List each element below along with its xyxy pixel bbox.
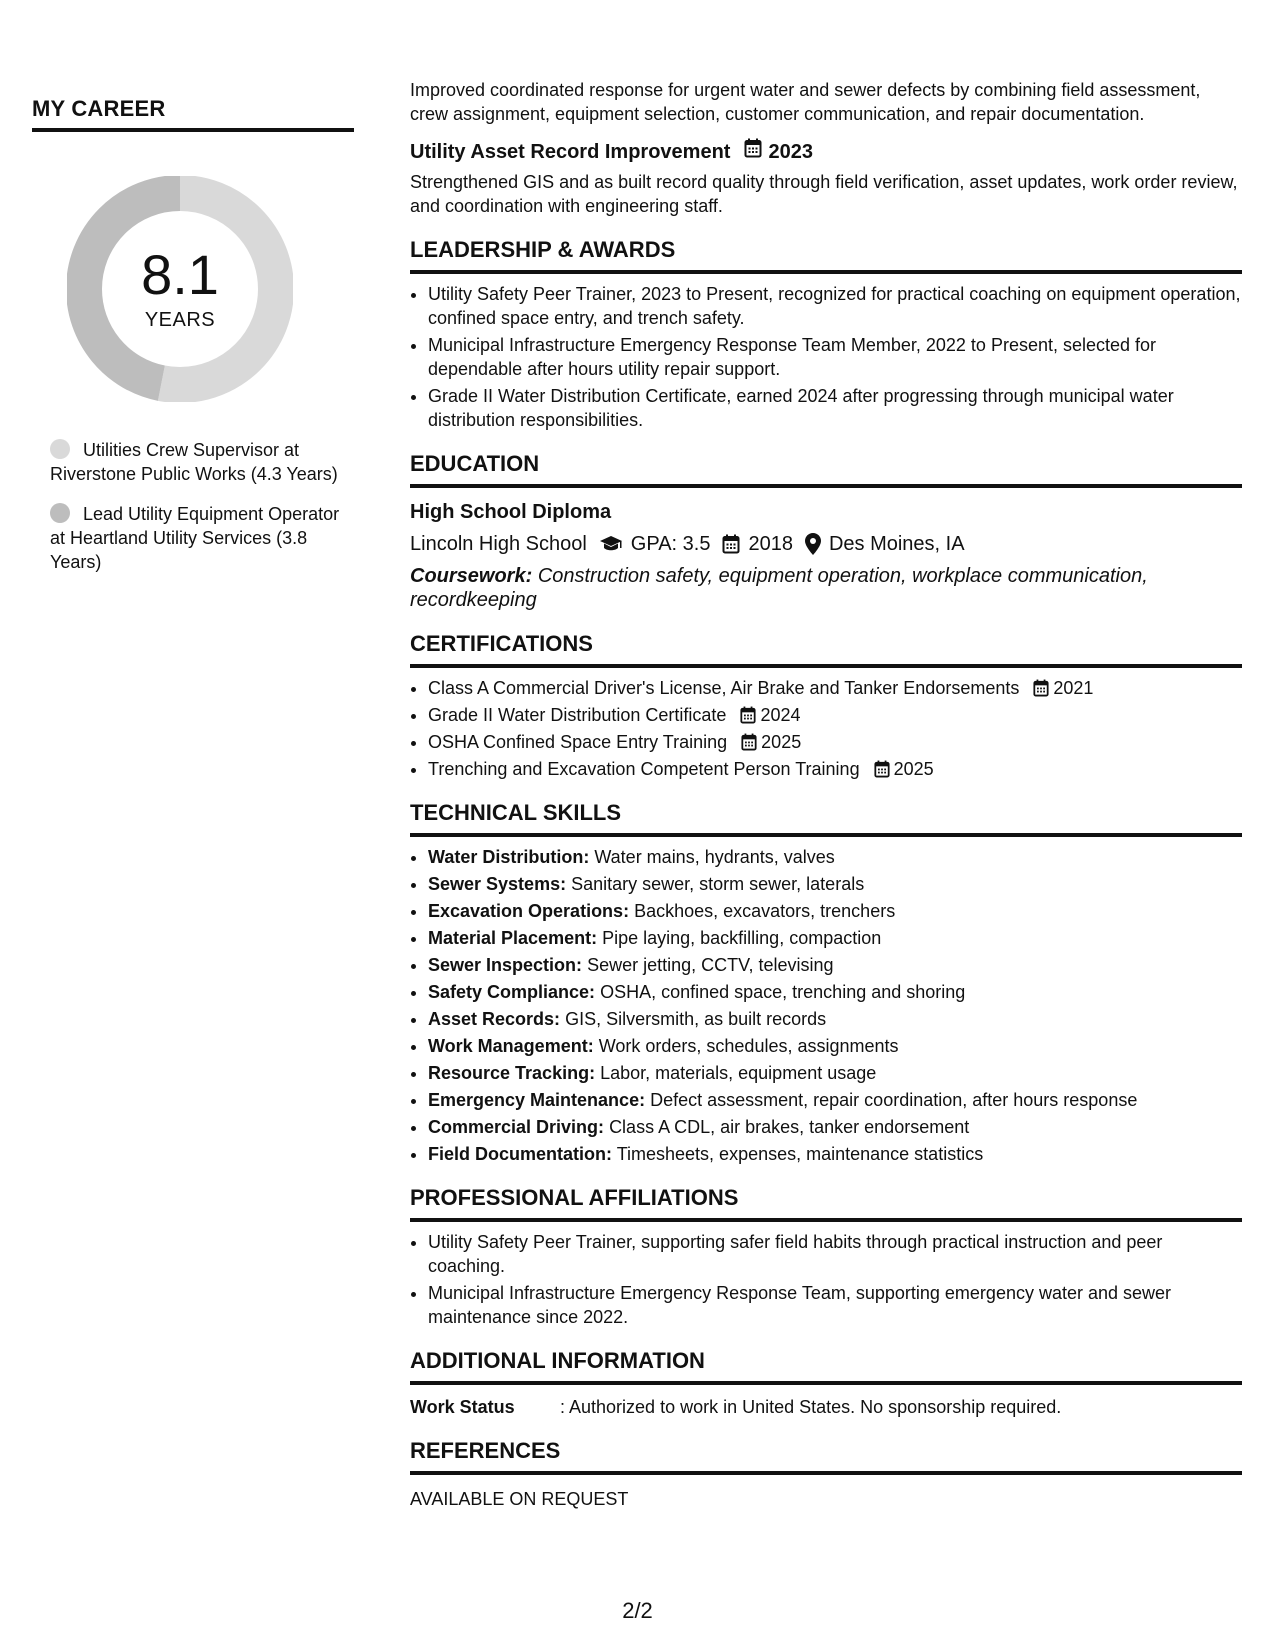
certification-year: 2025 [893,759,934,779]
calendar-icon [741,733,757,751]
project-description: Strengthened GIS and as built record quality through field verification, asset updates, work order review, and coordination with engineering staff. [410,172,1238,216]
references-title: REFERENCES [410,1437,1242,1475]
work-status-key: Work Status [410,1397,515,1417]
affiliations-title: PROFESSIONAL AFFILIATIONS [410,1184,1242,1222]
education-coursework [410,564,1242,612]
skill-item [428,1007,1242,1031]
education-school: Lincoln High School [410,533,587,555]
skill-value: Timesheets, expenses, maintenance statistics [616,1144,984,1164]
affiliations-list [410,1230,1242,1329]
education-details [410,530,1242,558]
certifications-list [410,676,1242,781]
leadership-item: • Utility Safety Peer Trainer, 2023 to Present, recognized for practical coaching on equipment operation, confined space entry, and trench safety. [428,282,1242,330]
skills-list [410,845,1242,1166]
education-degree: High School Diploma [410,501,612,523]
skill-value: Work orders, schedules, assignments [598,1036,899,1056]
skill-value: OSHA, confined space, trenching and shoring [600,982,966,1002]
calendar-icon [722,534,740,554]
skill-value: Pipe laying, backfilling, compaction [602,928,882,948]
leadership-list [410,282,1242,432]
legend-dot-icon [50,439,70,459]
affiliation-item: • Utility Safety Peer Trainer, supporting safer field habits through practical instruction and peer coaching. [428,1230,1242,1278]
education-location: Des Moines, IA [828,533,965,555]
skill-item [428,953,1242,977]
project-heading [410,138,1242,166]
skill-item [428,1034,1242,1058]
certification-item [428,757,1242,781]
main-content [410,78,1242,1511]
affiliation-item: • Municipal Infrastructure Emergency Response Team, supporting emergency water and sewer maintenance since 2022. [428,1281,1242,1329]
legend-item [50,438,340,486]
skill-label: Sewer Systems: [428,874,567,894]
legend-dot-icon [50,503,70,523]
skill-label: Resource Tracking: [428,1063,596,1083]
leadership-item: • Municipal Infrastructure Emergency Response Team Member, 2022 to Present, selected for dependable after hours utility repair support. [428,333,1242,381]
coursework-label: Coursework: [410,565,533,587]
skill-value: GIS, Silversmith, as built records [565,1009,827,1029]
education-title: EDUCATION [410,450,1242,488]
legend-item [50,502,340,574]
skill-value: Backhoes, excavators, trenchers [634,901,896,921]
calendar-icon [874,760,890,778]
certification-name: • Trenching and Excavation Competent Person Training [428,759,860,779]
skill-label: Field Documentation: [428,1144,612,1164]
education-gpa: GPA: 3.5 [630,533,711,555]
skill-item [428,1142,1242,1166]
skill-label: Emergency Maintenance: [428,1090,646,1110]
skills-title: TECHNICAL SKILLS [410,799,1242,837]
skill-value: Water mains, hydrants, valves [594,847,835,867]
legend-label: Utilities Crew Supervisor at Riverstone Public Works (4.3 Years) [50,440,338,484]
skill-label: Work Management: [428,1036,594,1056]
skill-value: Labor, materials, equipment usage [600,1063,877,1083]
leadership-title: LEADERSHIP & AWARDS [410,236,1242,274]
skill-value: Sewer jetting, CCTV, televising [587,955,834,975]
calendar-icon [1033,679,1049,697]
experience-summary: Improved coordinated response for urgent water and sewer defects by combining field assessment, crew assignment, equipment selection, customer communication, and repair documentation. [410,80,1201,124]
skill-item [428,1088,1242,1112]
leadership-item: • Grade II Water Distribution Certificate, earned 2024 after progressing through municipal water distribution responsibilities. [428,384,1242,432]
skill-item [428,1061,1242,1085]
certification-item [428,676,1242,700]
project-year: 2023 [768,141,813,163]
skill-label: Sewer Inspection: [428,955,583,975]
certification-item [428,730,1242,754]
calendar-icon [740,706,756,724]
skill-label: Safety Compliance: [428,982,596,1002]
skill-label: Material Placement: [428,928,598,948]
certification-year: 2021 [1053,678,1094,698]
skill-item [428,872,1242,896]
certification-year: 2024 [760,705,801,725]
education-year: 2018 [748,533,793,555]
skill-label: Asset Records: [428,1009,561,1029]
skill-label: Excavation Operations: [428,901,630,921]
skill-item [428,980,1242,1004]
coursework-text: Construction safety, equipment operation, workplace communication, recordkeeping [410,565,1148,611]
total-years-value: 8.1 [141,242,219,306]
additional-info-title: ADDITIONAL INFORMATION [410,1347,1242,1385]
map-pin-icon [805,533,821,555]
work-status-value: : Authorized to work in United States. No sponsorship required. [560,1397,1062,1417]
total-years-unit: YEARS [144,308,216,331]
certification-name: • Class A Commercial Driver's License, Air Brake and Tanker Endorsements [428,678,1020,698]
career-title: MY CAREER [32,96,354,132]
skill-item [428,1115,1242,1139]
calendar-icon [744,138,762,166]
graduation-cap-icon [599,535,623,553]
skill-item [428,926,1242,950]
skill-value: Class A CDL, air brakes, tanker endorsement [609,1117,970,1137]
skill-item [428,899,1242,923]
certification-year: 2025 [761,732,802,752]
project-title: Utility Asset Record Improvement [410,141,731,163]
certifications-title: CERTIFICATIONS [410,630,1242,668]
legend-label: Lead Utility Equipment Operator at Heartland Utility Services (3.8 Years) [50,504,340,572]
skill-label: Water Distribution: [428,847,590,867]
work-status-row [410,1395,1242,1419]
skill-label: Commercial Driving: [428,1117,605,1137]
donut-center [67,176,293,402]
skill-value: Sanitary sewer, storm sewer, laterals [571,874,865,894]
career-sidebar [32,96,354,590]
references-text: AVAILABLE ON REQUEST [410,1489,629,1509]
skill-item [428,845,1242,869]
certification-name: • OSHA Confined Space Entry Training [428,732,728,752]
page-number: 2/2 [622,1598,653,1623]
career-donut-chart [67,176,293,402]
skill-value: Defect assessment, repair coordination, after hours response [650,1090,1138,1110]
certification-item [428,703,1242,727]
certification-name: • Grade II Water Distribution Certificate [428,705,727,725]
career-legend [50,438,340,574]
